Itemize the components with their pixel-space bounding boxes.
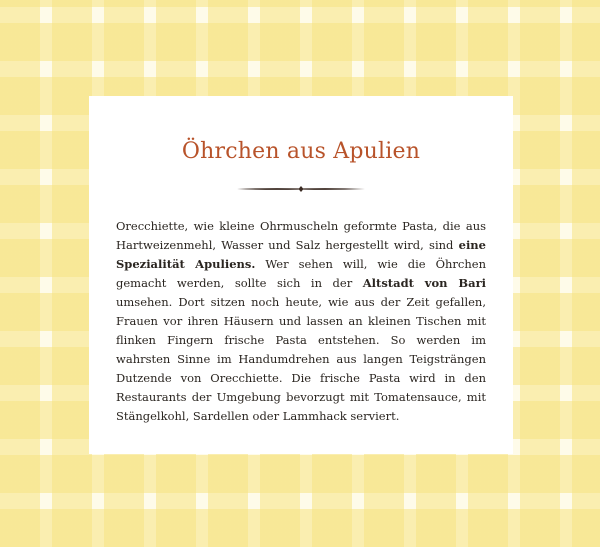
- text-card: [89, 96, 513, 454]
- paragraph-text: Orecchiette, wie kleine Ohrmuscheln geformte Pasta, die aus Hartweizenmehl, Wasser und Salz hergestellt wird, sind: [116, 219, 486, 252]
- page-title: Öhrchen aus Apulien: [181, 139, 421, 164]
- paragraph-text: umsehen. Dort sitzen noch heute, wie aus der Zeit gefallen, Frauen vor ihren Häusern und lassen an kleinen Tischen mit flinken Fingern frische Pasta entstehen. So werden im wahrsten Sinne im Handumdrehen aus langen Teigsträngen Dutzende von Orecchiette. Die frische Pasta wird in den Restaurants der Umgebung bevorzugt mit Tomatensauce, mit Stängelkohl, Sardellen oder Lammhack serviert.: [116, 295, 486, 423]
- highlight-specialty: eine Spezialität Apuliens.: [116, 238, 486, 271]
- divider-ornament: [237, 185, 365, 193]
- body-paragraph: [116, 217, 486, 426]
- paragraph-text: Wer sehen will, wie die Öhrchen gemacht werden, sollte sich in der: [116, 257, 486, 290]
- highlight-bari: Altstadt von Bari: [362, 276, 486, 290]
